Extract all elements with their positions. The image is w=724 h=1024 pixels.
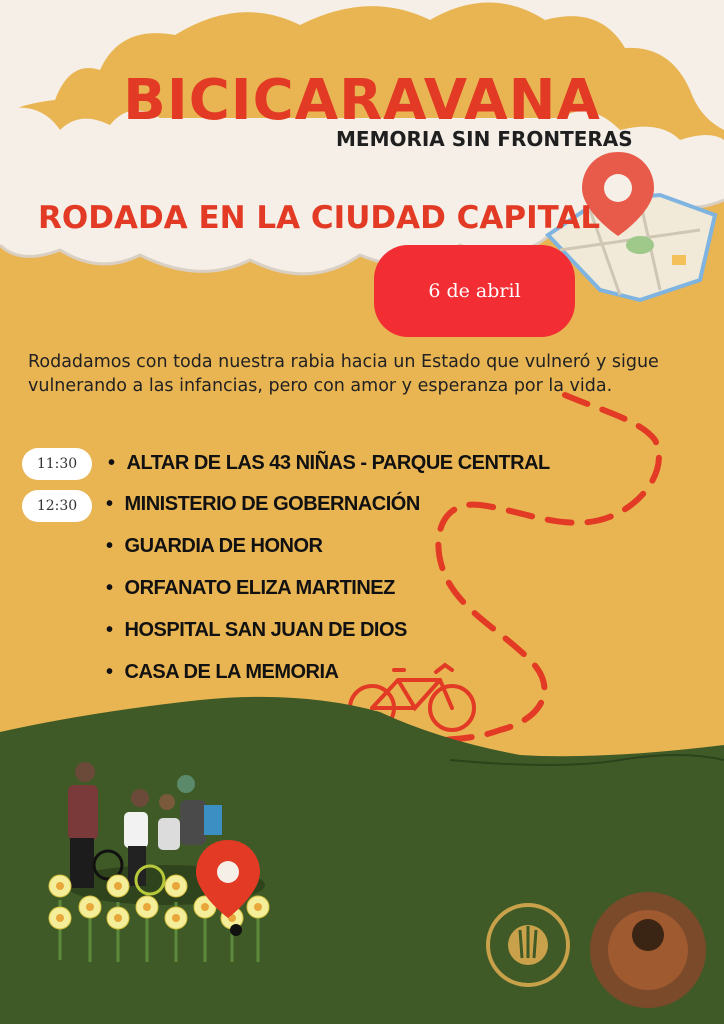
intro-text: Rodadamos con toda nuestra rabia hacia un Estado que vulneró y sigue vulnerando a las infancias, pero con amor y esperanza por la vida. — [28, 352, 659, 396]
route-stop: • GUARDIA DE HONOR — [106, 535, 322, 558]
route-stop: • HOSPITAL SAN JUAN DE DIOS — [106, 619, 407, 642]
route-stop: • ALTAR DE LAS 43 NIÑAS - PARQUE CENTRAL — [108, 452, 550, 475]
date-badge — [374, 245, 575, 337]
event-heading: RODADA EN LA CIUDAD CAPITAL — [38, 200, 601, 236]
time-badge: 11:30 — [22, 448, 92, 480]
poster-title: BICICARAVANA — [123, 68, 601, 133]
route-stop: • CASA DE LA MEMORIA — [106, 661, 338, 684]
poster-subtitle: MEMORIA SIN FRONTERAS — [336, 127, 633, 151]
route-stop: • MINISTERIO DE GOBERNACIÓN — [106, 493, 420, 516]
estamos-aqui-logo — [590, 892, 706, 1008]
route-stop: • ORFANATO ELIZA MARTINEZ — [106, 577, 395, 600]
date-label: 6 de abril — [428, 280, 521, 302]
time-badge: 12:30 — [22, 490, 92, 522]
